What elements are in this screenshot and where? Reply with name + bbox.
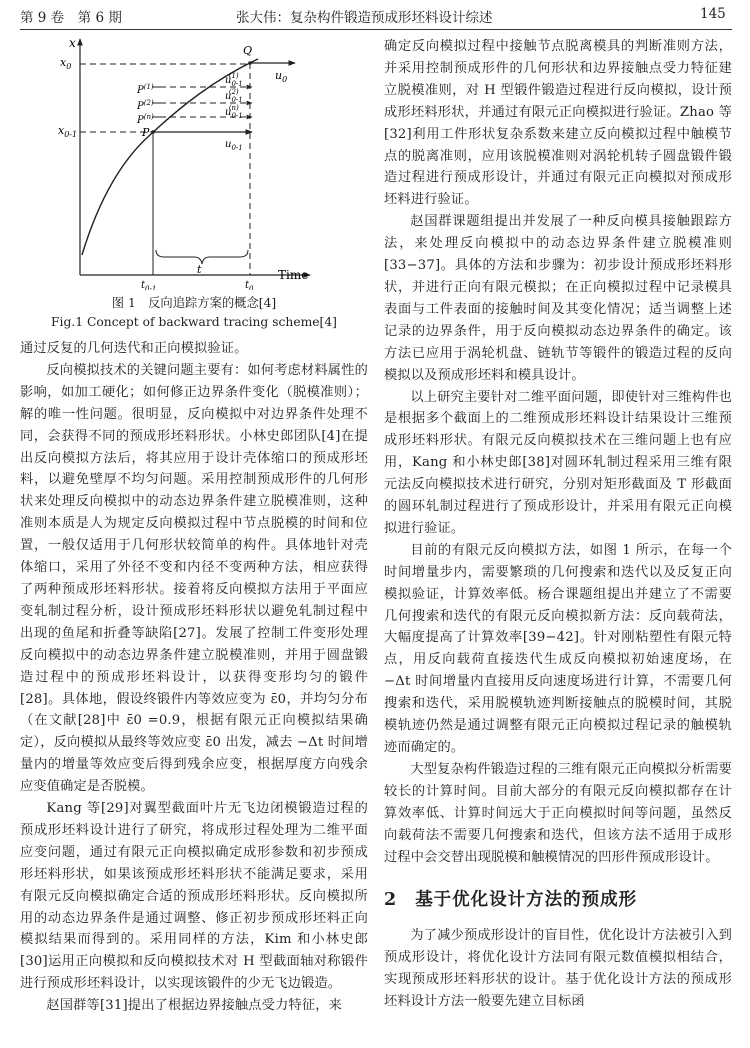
figure-1 <box>20 35 368 331</box>
right-column <box>384 36 732 1013</box>
t01-label: $t_{0-1}$ <box>141 280 157 290</box>
p1-label: $P^{(1)}$ <box>137 83 154 96</box>
u01-label: $u_{0-1}$ <box>225 139 243 152</box>
right-paragraph: 为了减少预成形设计的盲目性，优化设计方法被引入到预成形设计，将优化设计方法同有限元数值模拟相结合，实现预成形坯料形状的设计。基于优化设计方法的预成形坯料设计方法一般要先建立目标函 <box>384 928 732 1010</box>
page-number: 145 <box>700 6 726 22</box>
q-label: Q <box>243 44 253 57</box>
section-heading <box>384 886 732 911</box>
right-paragraph: 大型复杂构件锻造过程的三维有限元正向模拟分析需要较长的计算时间。目前大部分的有限元反向模拟都存在计算效率低、计算时间远大于正向模拟时间等问题，虽然反向载荷法不需要几何搜索和迭代，但该方法不适用于成形过程中会交替出现脱模和触模情况的凹形件预成形设计。 <box>384 761 732 865</box>
header-volume: 第 9 卷 第 6 期 <box>20 10 122 26</box>
dt-brace <box>156 250 248 264</box>
left-paragraph: Kang 等[29]对翼型截面叶片无飞边闭模锻造过程的预成形坯料设计进行了研究，将成形过程处理为二维平面应变问题，通过有限元正向模拟确定成形参数和初步预成形坯料形状，如果该预成形坯料形状不能满足要求，采用有限元反向模拟确定合适的预成形坯料形状。反向模拟所用的动态边界条件是通过调整、修正初步预成形坯料正向模拟结果而得到的。采用同样的方法，Kim 和小林史郎[30]运用正向模拟和反向模拟技术对 H 型截面轴对称锻件进行预成形坯料设计，以实现该锻件的少无飞边锻造。 <box>20 801 368 992</box>
left-paragraph: 通过反复的几何迭代和正向模拟验证。 <box>20 341 248 356</box>
x0-label: $x_0$ <box>60 56 72 71</box>
left-paragraph: 反向模拟技术的关键问题主要有：如何考虑材料属性的影响，如加工硬化；如何修正边界条件变化（脱模准则）；解的唯一性问题。很明显，反向模拟中对边界条件处理不同，会获得不同的预成形坯料形状。小林史郎团队[4]在提出反向模拟方法后，将其应用于设计壳体缩口的预成形坯料，以避免壁厚不均匀问题。采用控制预成形件的几何形状来处理反向模拟中的动态边界条件建立脱模准则，这种准则本质是人为规定反向模拟过程中节点脱模的时间和位置，一般仅适用于几何形状较简单的构件。具体地针对壳体缩口，采用了外径不变和内径不变两种方法，相应获得了两种预成形坯料形状。接着将反向模拟方法用于平面应变轧制过程分析，设计预成形坯料形状以避免轧制过程中出现的鱼尾和折叠等缺陷[27]。发展了控制工件变形处理反向模拟中的动态边界条件建立脱模准则，并用于圆盘锻造过程中的预成形坯料设计，以获得变形均匀的锻件[28]。具体地，假设终锻件内等效应变为 ε̄0，并均匀分布（在文献[28]中 ε̄0 =0.9，根据有限元正向模拟结果确定），反向模拟从最终等效应变 ε̄0 出发，减去 −Δt 时间增量内的增量等效应变后得到残余应变，根据厚度方向残余应变值确定是否脱模。 <box>20 362 368 795</box>
time-label: Time <box>278 268 309 282</box>
figure-caption-cn: 图 1 反向追踪方案的概念[4] <box>111 296 277 310</box>
t-label: t <box>197 263 202 276</box>
right-paragraph: 以上研究主要针对二维平面问题，即使针对三维构件也是根据多个截面上的二维预成形坯料设计结果设计三维预成形坯料形状。有限元反向模拟技术在三维问题上也有应用，Kang 和小林史郎[38]对圆环轧制过程采用三维有限元法反向模拟技术进行研究，分别对矩形截面及 T 形截面的圆环轧制过程进行了预成形设计，并采用有限元正向模拟进行验证。 <box>384 389 732 536</box>
section-number: 2 <box>384 890 398 911</box>
y-axis-var: x <box>69 36 76 50</box>
x0-1-label: $x_{0-1}$ <box>58 124 78 139</box>
backward-tracing-diagram <box>20 35 368 290</box>
t0-label: $t_0$ <box>245 280 254 290</box>
figure-caption-en: Fig.1 Concept of backward tracing scheme[4] <box>51 315 337 329</box>
u2-label: $u_{0-1}(2)$ <box>225 88 243 104</box>
u0-label: $u_0$ <box>275 69 288 84</box>
left-column <box>20 35 368 1017</box>
header-title: 张大伟：复杂构件锻造预成形坯料设计综述 <box>236 10 493 26</box>
p-label: P <box>142 126 150 139</box>
u1-label: $u_{0-1}(1)$ <box>225 72 243 88</box>
section-title: 基于优化设计方法的预成形 <box>415 890 638 911</box>
un-label: $u_{0-1}(n)$ <box>225 104 243 120</box>
pn-label: $P^{(n)}$ <box>137 113 154 126</box>
right-paragraph: 目前的有限元反向模拟方法，如图 1 所示，在每一个时间增量步内，需要繁琐的几何搜索和迭代以及反复正向模拟验证，计算效率低。杨合课题组提出并建立了不需要几何搜索和迭代的有限元反向模拟新方法：反向载荷法，大幅度提高了计算效率[39−42]。针对刚粘塑性有限元特点，用反向载荷直接迭代生成反向模拟初始速度场，在 −Δt 时间增量内直接用反向速度场进行计算，不需要几何搜索和迭代，采用脱模轨迹判断接触点的脱模时间，其脱模轨迹仍然是通过调整有限元正向模拟过程记录的触模轨迹而确定的。 <box>384 542 732 755</box>
right-paragraph: 确定反向模拟过程中接触节点脱离模具的判断准则方法，并采用控制预成形件的几何形状和边界接触点受力特征建立脱模准则，对 H 型锻件锻造过程进行反向模拟，设计预成形坯料形状，并通过有限元正向模拟进行验证。Zhao 等[32]利用工件形状复杂系数来建立反向模拟过程中触模节点的脱离准则，应用该脱模准则对涡轮机转子圆盘锻件锻造过程进行预成形设计，并通过有限元正向模拟对预成形坯料进行验证。 <box>384 39 732 208</box>
p2-label: $P^{(2)}$ <box>137 99 154 112</box>
header-rule <box>20 29 732 30</box>
right-paragraph: 赵国群课题组提出并发展了一种反向模具接触跟踪方法，来处理反向模拟中的动态边界条件建立脱模准则[33−37]。具体的方法和步骤为：初步设计预成形坯料形状，并进行正向有限元模拟；在正向模拟过程中记录模具表面与工件表面的接触时间及其变化情况；适当调整上述记录的边界条件，用于反向模拟动态边界条件的确定。该方法已应用于涡轮机盘、链轨节等锻件的锻造过程的反向模拟以及预成形坯料和模具设计。 <box>384 214 732 383</box>
left-paragraph: 赵国群等[31]提出了根据边界接触点受力特征，来 <box>46 998 343 1014</box>
